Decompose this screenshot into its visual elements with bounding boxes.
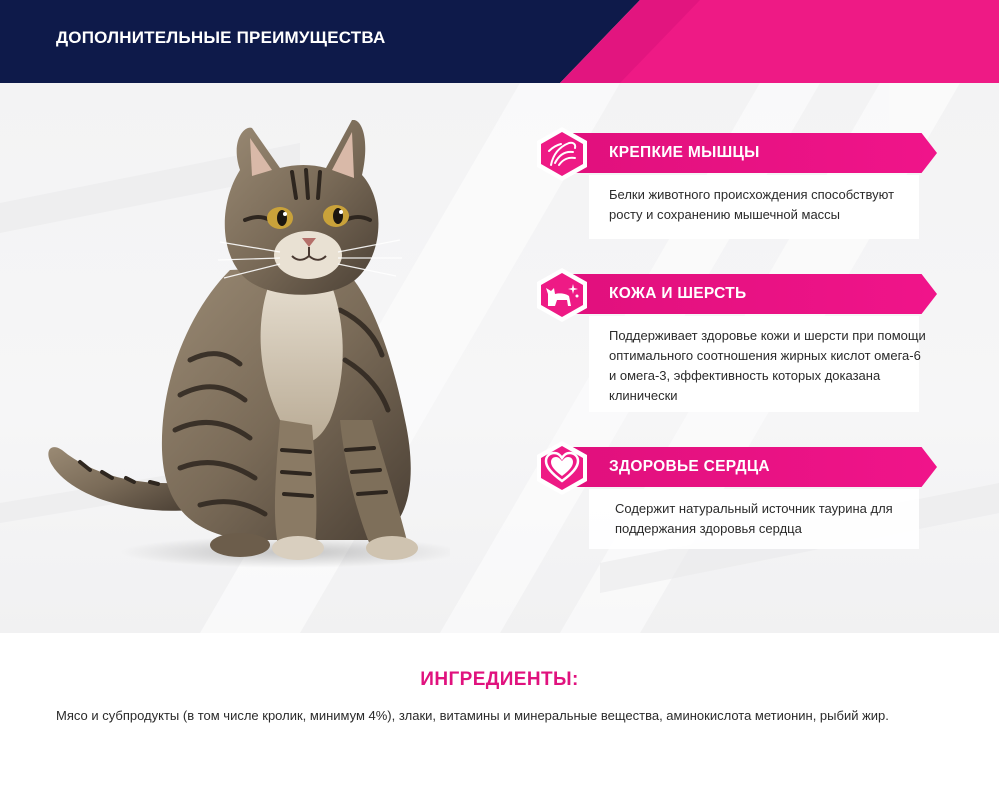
- cat-sparkle-icon: [533, 266, 591, 324]
- benefit-heart: [533, 447, 943, 557]
- ingredients-text: Мясо и субпродукты (в том числе кролик, минимум 4%), злаки, витамины и минеральные вещества, аминокислота метионин, рыбий жир.: [56, 708, 889, 723]
- header-title: ДОПОЛНИТЕЛЬНЫЕ ПРЕИМУЩЕСТВА: [56, 28, 386, 47]
- benefit-card: [589, 175, 919, 239]
- benefit-text: Поддерживает здоровье кожи и шерсти при помощи оптимального соотношения жирных кислот омега-6 и омега-3, эффективность которых доказана клинически: [609, 328, 926, 403]
- muscle-icon: [533, 125, 591, 183]
- cat-illustration: [40, 120, 450, 570]
- benefit-text: Содержит натуральный источник таурина для поддержания здоровья сердца: [615, 501, 893, 536]
- benefit-card: [589, 316, 926, 412]
- benefit-text: Белки животного происхождения способствуют росту и сохранению мышечной массы: [609, 187, 895, 222]
- heart-icon: [533, 439, 591, 497]
- benefit-skin-coat: [533, 274, 943, 414]
- benefit-muscles: [533, 133, 943, 243]
- benefit-title: КОЖА И ШЕРСТЬ: [609, 285, 747, 302]
- benefit-card: [589, 489, 919, 549]
- benefit-title: ЗДОРОВЬЕ СЕРДЦА: [609, 458, 770, 475]
- benefit-title: КРЕПКИЕ МЫШЦЫ: [609, 144, 760, 161]
- ingredients-title: ИНГРЕДИЕНТЫ:: [420, 669, 579, 690]
